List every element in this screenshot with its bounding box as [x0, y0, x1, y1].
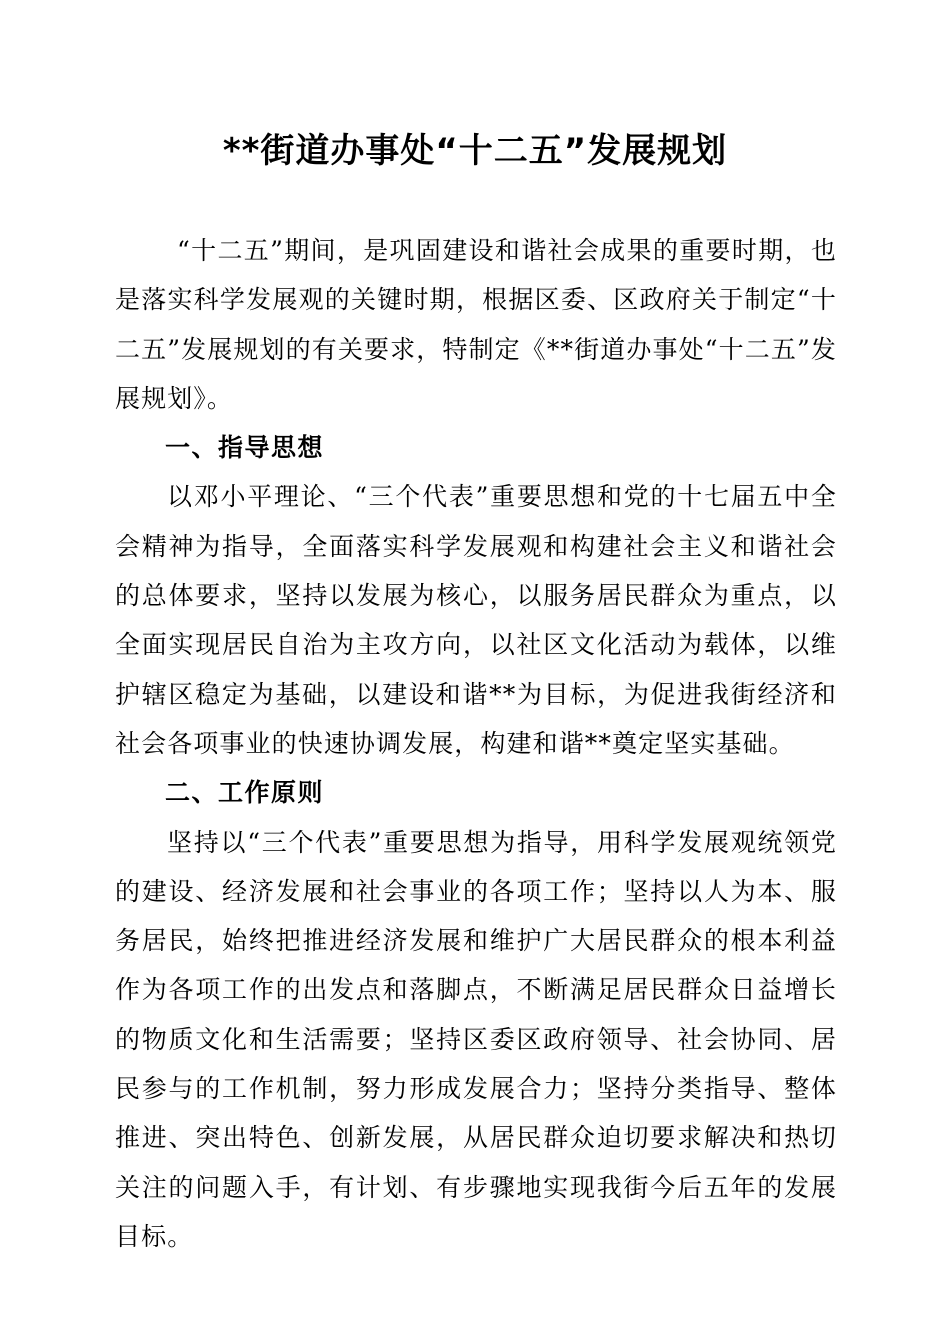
document-title: **街道办事处“十二五”发展规划: [222, 131, 728, 171]
section-heading-guiding-ideology: 一、指导思想: [165, 433, 325, 463]
section-paragraph-work-principles: 坚持以“三个代表”重要思想为指导，用科学发展观统领党的建设、经济发展和社会事业的各项工作；坚持以人为本、服务居民，始终把推进经济发展和维护广大居民群众的根本利益作为各项工作的出发点和落脚点，不断满足居民群众日益增长的物质文化和生活需要；坚持区委区政府领导、社会协同、居民参与的工作机制，努力形成发展合力；坚持分类指导、整体推进、突出特色、创新发展，从居民群众迫切要求解决和热切关注的问题入手，有计划、有步骤地实现我街今后五年的发展目标。: [115, 827, 837, 1251]
section-paragraph-guiding-ideology: 以邓小平理论、“三个代表”重要思想和党的十七届五中全会精神为指导，全面落实科学发展观和构建社会主义和谐社会的总体要求，坚持以发展为核心，以服务居民群众为重点，以全面实现居民自治为主攻方向，以社区文化活动为载体，以维护辖区稳定为基础，以建设和谐**为目标，为促进我街经济和社会各项事业的快速协调发展，构建和谐**奠定坚实基础。: [115, 482, 837, 758]
document-body: [115, 226, 837, 1261]
section-heading-work-principles: 二、工作原则: [165, 778, 325, 808]
intro-paragraph: “十二五”期间，是巩固建设和谐社会成果的重要时期，也是落实科学发展观的关键时期，根据区委、区政府关于制定“十二五”发展规划的有关要求，特制定《**街道办事处“十二五”发展规划》。: [115, 236, 837, 413]
